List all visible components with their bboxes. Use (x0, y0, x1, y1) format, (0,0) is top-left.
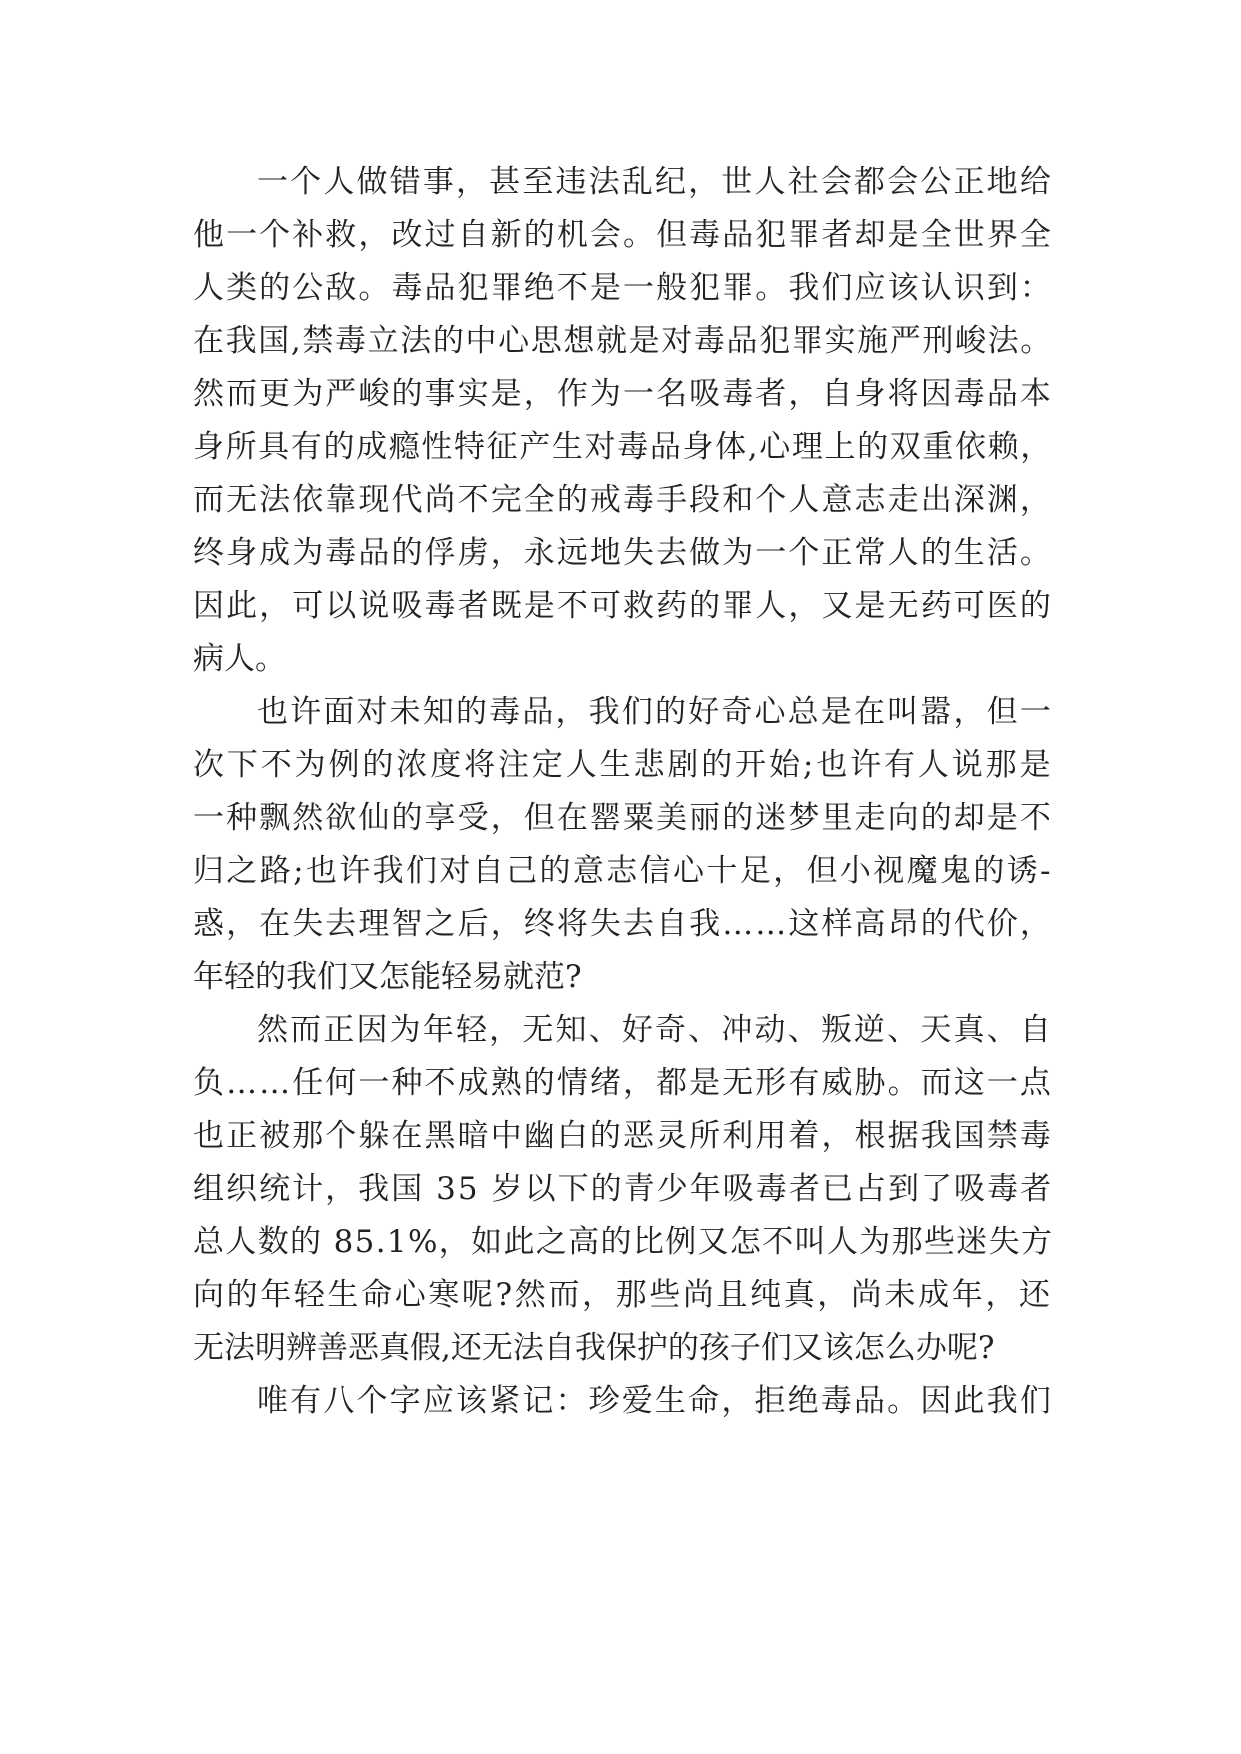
paragraph-1-line-10: 病人。 (193, 641, 286, 677)
paragraph-1-line-7: 而无法依靠现代尚不完全的戒毒手段和个人意志走出深渊， (193, 482, 1053, 518)
paragraph-2-line-4: 归之路;也许我们对自己的意志信心十足，但小视魔鬼的诱- (193, 853, 1053, 889)
paragraph-3-line-4: 组织统计，我国 35 岁以下的青少年吸毒者已占到了吸毒者 (193, 1171, 1054, 1207)
paragraph-2-line-6: 年轻的我们又怎能轻易就范? (193, 959, 582, 995)
paragraph-1-line-6: 身所具有的成瘾性特征产生对毒品身体,心理上的双重依赖， (193, 429, 1053, 465)
paragraph-3-line-3: 也正被那个躲在黑暗中幽白的恶灵所利用着，根据我国禁毒 (193, 1118, 1053, 1154)
paragraph-3-line-1: 然而正因为年轻，无知、好奇、冲动、叛逆、天真、自 (257, 1012, 1054, 1048)
paragraph-3-line-5: 总人数的 85.1%，如此之高的比例又怎不叫人为那些迷失方 (193, 1224, 1054, 1260)
paragraph-1-line-4: 在我国,禁毒立法的中心思想就是对毒品犯罪实施严刑峻法。 (193, 323, 1053, 359)
paragraph-3-line-7: 无法明辨善恶真假,还无法自我保护的孩子们又该怎么办呢? (193, 1330, 995, 1366)
paragraph-1-line-2: 他一个补救，改过自新的机会。但毒品犯罪者却是全世界全 (193, 217, 1053, 253)
paragraph-4-line-1: 唯有八个字应该紧记：珍爱生命，拒绝毒品。因此我们 (257, 1383, 1054, 1419)
paragraph-2-line-5: 惑，在失去理智之后，终将失去自我……这样高昂的代价， (193, 906, 1053, 942)
paragraph-2-line-2: 次下不为例的浓度将注定人生悲剧的开始;也许有人说那是 (193, 747, 1054, 783)
paragraph-3-line-2: 负……任何一种不成熟的情绪，都是无形有威胁。而这一点 (193, 1065, 1053, 1101)
paragraph-1-line-5: 然而更为严峻的事实是，作为一名吸毒者，自身将因毒品本 (193, 376, 1053, 412)
paragraph-1-line-1: 一个人做错事，甚至违法乱纪，世人社会都会公正地给 (257, 164, 1054, 200)
paragraph-1-line-8: 终身成为毒品的俘虏，永远地失去做为一个正常人的生活。 (193, 535, 1053, 571)
paragraph-3-line-6: 向的年轻生命心寒呢?然而，那些尚且纯真，尚未成年，还 (193, 1277, 1053, 1313)
paragraph-2-line-3: 一种飘然欲仙的享受，但在罂粟美丽的迷梦里走向的却是不 (193, 800, 1053, 836)
paragraph-1-line-3: 人类的公敌。毒品犯罪绝不是一般犯罪。我们应该认识到： (193, 270, 1053, 306)
paragraph-2-line-1: 也许面对未知的毒品，我们的好奇心总是在叫嚣，但一 (257, 694, 1054, 730)
paragraph-1-line-9: 因此，可以说吸毒者既是不可救药的罪人，又是无药可医的 (193, 588, 1053, 624)
